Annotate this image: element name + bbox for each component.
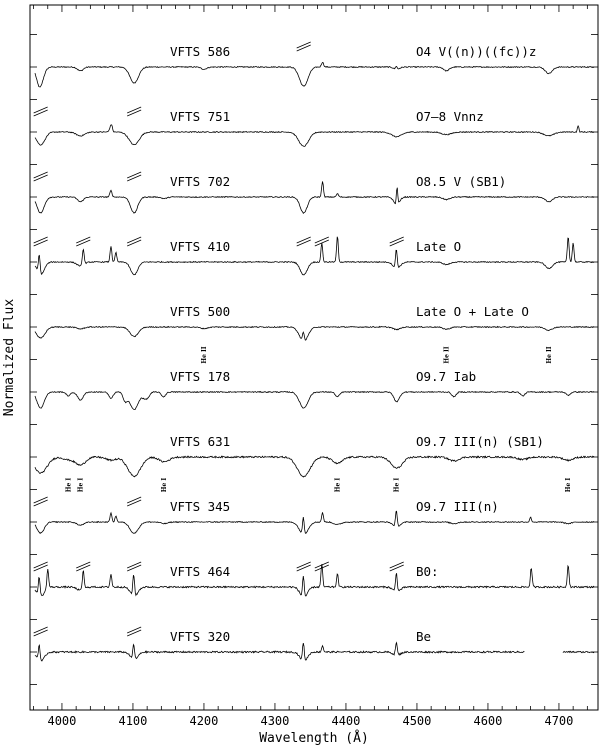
clip-mark <box>315 237 329 243</box>
clip-mark <box>127 175 141 181</box>
star-name: VFTS 464 <box>170 564 231 579</box>
clip-mark <box>390 240 404 246</box>
spectral-type: O4 V((n))((fc))z <box>416 44 537 59</box>
clip-mark <box>127 237 141 243</box>
clip-mark <box>127 565 141 571</box>
clip-mark <box>34 175 48 181</box>
line-id-label: He I <box>334 477 342 493</box>
x-tick-label: 4200 <box>189 714 219 728</box>
x-tick-label: 4100 <box>118 714 148 728</box>
clip-mark <box>127 240 141 246</box>
spectrum-line <box>35 564 594 596</box>
line-id-label: He I <box>161 477 169 493</box>
spectrum-line <box>35 392 594 410</box>
line-id-label: He II <box>545 346 553 364</box>
line-id-label: He II <box>443 346 451 364</box>
spectral-type: Late O <box>416 239 462 254</box>
star-name: VFTS 178 <box>170 369 231 384</box>
clip-mark <box>76 237 90 243</box>
clip-mark <box>127 172 141 178</box>
spectral-type: Late O + Late O <box>416 304 529 319</box>
clip-mark <box>127 110 141 116</box>
line-id-label: He I <box>65 477 73 493</box>
clip-mark <box>34 172 48 178</box>
clip-mark <box>127 500 141 506</box>
clip-mark <box>390 565 404 571</box>
spectrum-line <box>35 237 594 275</box>
spectral-type: O8.5 V (SB1) <box>416 174 507 189</box>
line-id-label: He I <box>393 477 401 493</box>
axis-ticks <box>30 5 598 728</box>
clip-mark <box>127 497 141 503</box>
x-tick-label: 4700 <box>544 714 574 728</box>
clip-mark <box>34 497 48 503</box>
x-tick-label: 4400 <box>331 714 361 728</box>
spectrum-line <box>35 125 594 146</box>
star-name: VFTS 410 <box>170 239 231 254</box>
clip-mark <box>297 240 311 246</box>
spectrum-line <box>35 327 594 341</box>
clip-mark <box>127 630 141 636</box>
x-tick-label: 4600 <box>473 714 503 728</box>
spectral-type: O9.7 Iab <box>416 369 477 384</box>
spectral-type: Be <box>416 629 432 644</box>
spectral-type: O9.7 III(n) <box>416 499 499 514</box>
clip-mark <box>34 107 48 113</box>
spectral-type: O7–8 Vnnz <box>416 109 484 124</box>
plot-border <box>30 5 598 710</box>
line-id-label: He II <box>200 346 208 364</box>
x-tick-label: 4300 <box>260 714 290 728</box>
spectrum-line <box>35 511 594 533</box>
series-labels <box>170 44 544 644</box>
spectral-type: O9.7 III(n) (SB1) <box>416 434 544 449</box>
star-name: VFTS 500 <box>170 304 231 319</box>
clip-mark <box>34 240 48 246</box>
clip-mark <box>297 237 311 243</box>
y-axis-label: Normalized Flux <box>2 298 17 417</box>
clip-mark <box>390 237 404 243</box>
spectrum-line <box>35 181 594 213</box>
star-name: VFTS 586 <box>170 44 231 59</box>
star-name: VFTS 320 <box>170 629 231 644</box>
clip-mark <box>390 562 404 568</box>
x-tick-label: 4000 <box>47 714 77 728</box>
clip-mark <box>127 627 141 633</box>
clip-mark <box>34 110 48 116</box>
line-annotations <box>65 346 572 492</box>
star-name: VFTS 702 <box>170 174 231 189</box>
clip-mark <box>76 562 90 568</box>
clip-mark <box>34 565 48 571</box>
clip-mark <box>127 107 141 113</box>
star-name: VFTS 345 <box>170 499 231 514</box>
clip-mark <box>34 630 48 636</box>
clip-mark <box>297 565 311 571</box>
spectra-series <box>34 42 594 661</box>
clip-mark <box>76 240 90 246</box>
clip-mark <box>34 562 48 568</box>
spectrum-line <box>35 456 594 477</box>
star-name: VFTS 751 <box>170 109 231 124</box>
spectrum-line <box>35 63 594 88</box>
x-axis-label: Wavelength (Å) <box>259 731 369 746</box>
spectrum-line <box>35 643 594 661</box>
clip-mark <box>76 565 90 571</box>
clip-mark <box>297 42 311 48</box>
line-id-label: He I <box>565 477 573 493</box>
clip-mark <box>34 237 48 243</box>
x-tick-label: 4500 <box>402 714 432 728</box>
clip-mark <box>127 562 141 568</box>
clip-mark <box>297 45 311 51</box>
plot-frame <box>30 5 598 710</box>
clip-mark <box>34 627 48 633</box>
clip-mark <box>34 500 48 506</box>
line-id-label: He I <box>77 477 85 493</box>
spectral-type: B0: <box>416 564 439 579</box>
clip-mark <box>297 562 311 568</box>
star-name: VFTS 631 <box>170 434 231 449</box>
